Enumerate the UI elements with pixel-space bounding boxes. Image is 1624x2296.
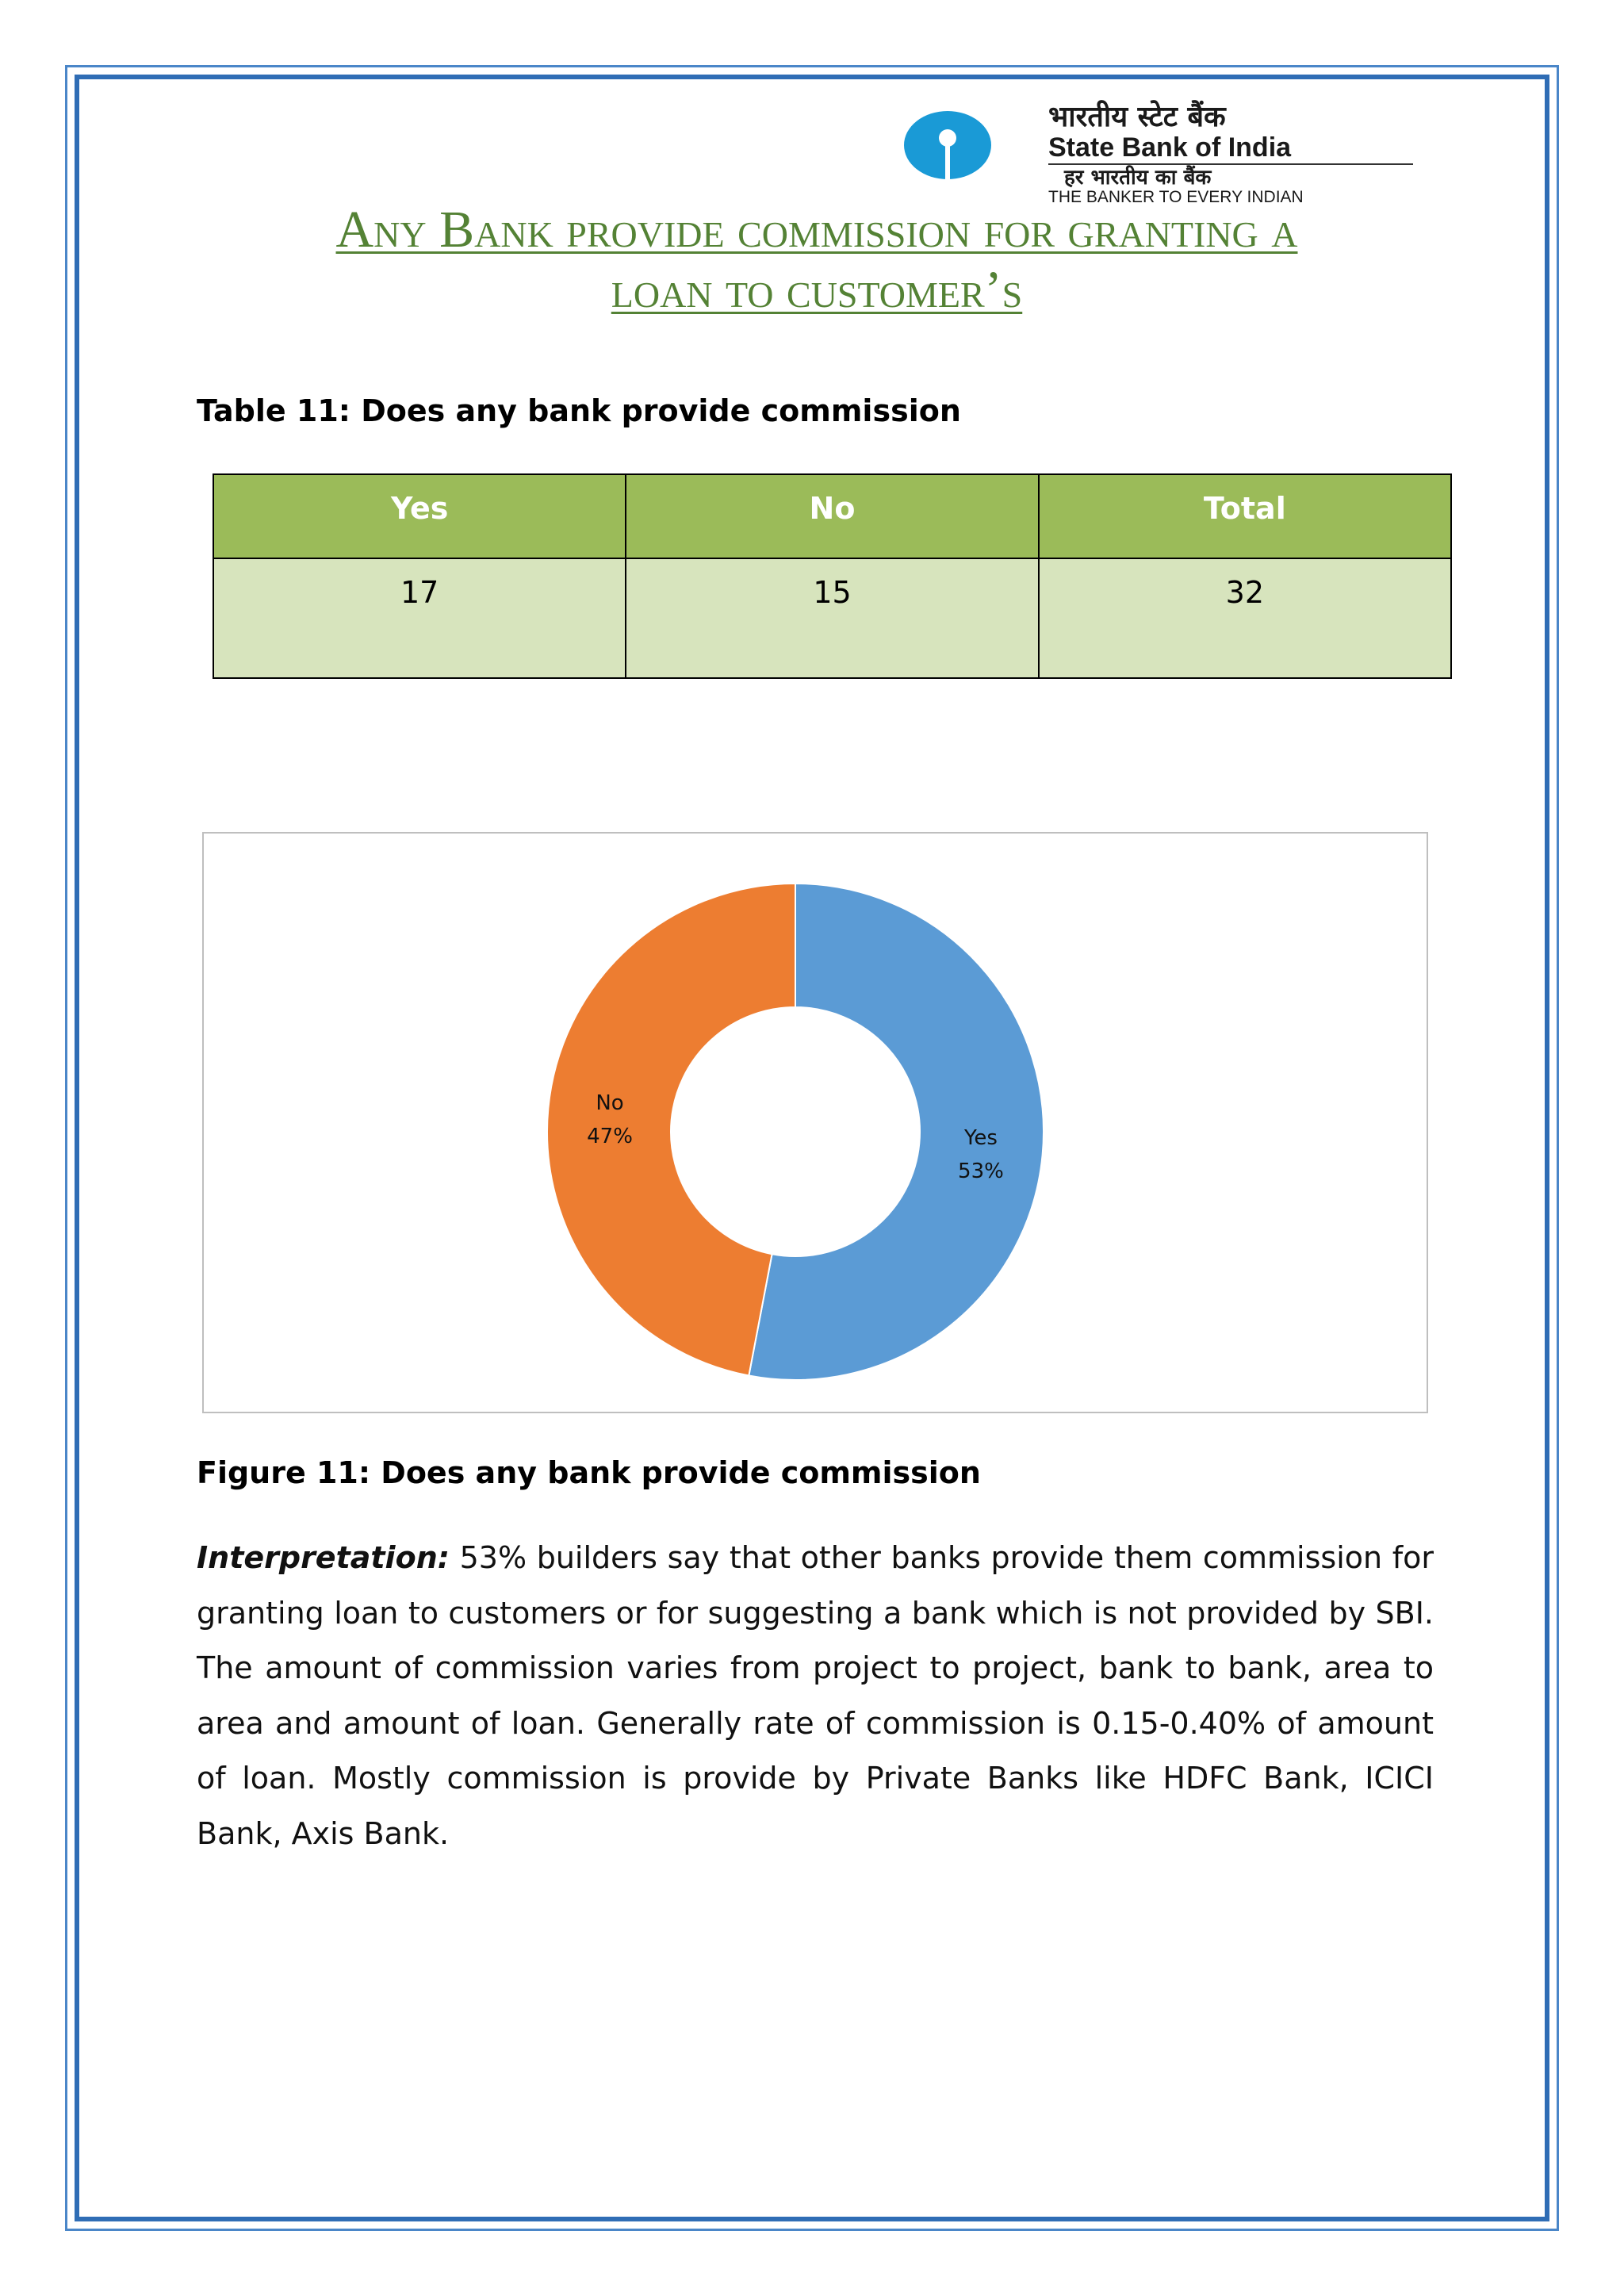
slice-percent-yes: 53%	[958, 1159, 1004, 1184]
slice-label-no: No	[596, 1091, 624, 1115]
table-cell: 32	[1039, 558, 1451, 678]
page-title	[174, 200, 1459, 320]
figure-caption: Figure 11: Does any bank provide commission	[197, 1455, 981, 1490]
table-header-cell: Yes	[213, 474, 626, 558]
logo-english-name: State Bank of India	[1048, 132, 1292, 163]
slice-percent-no: 47%	[587, 1124, 633, 1148]
logo-hindi-tagline: हर भारतीय का बैंक	[1064, 166, 1212, 190]
table-header-row	[213, 474, 1451, 558]
logo-divider	[1048, 163, 1413, 165]
logo-hindi-name: भारतीय स्टेट बैंक	[1048, 101, 1226, 133]
doughnut-slice-no	[547, 884, 795, 1375]
sbi-logo	[904, 101, 1427, 206]
table-row	[213, 558, 1451, 678]
table-cell: 15	[626, 558, 1038, 678]
page-title-line2: loan to customer’s	[611, 261, 1023, 319]
doughnut-chart	[204, 834, 1427, 1412]
table-cell: 17	[213, 558, 626, 678]
table-caption: Table 11: Does any bank provide commission	[197, 393, 961, 428]
page-title-line1: Any Bank provide commission for granting a	[335, 201, 1298, 259]
interpretation-paragraph	[197, 1531, 1434, 1861]
sbi-logo-text	[1048, 102, 1429, 206]
commission-table	[213, 473, 1452, 679]
interpretation-text: 53% builders say that other banks provide them commission for granting loan to customers or for suggesting a bank which is not provided by SBI. The amount of commission varies from project to project, bank to bank, area to area and amount of loan. Generally rate of commission is 0.15-0.40% of amount of loan. Mostly commission is provide by Private Banks like HDFC Bank, ICICI Bank, Axis Bank.	[197, 1540, 1434, 1851]
logo-tagline: THE BANKER TO EVERY INDIAN	[1048, 188, 1304, 206]
slice-label-yes: Yes	[963, 1126, 998, 1151]
table-header-cell: Total	[1039, 474, 1451, 558]
doughnut-chart-frame	[202, 832, 1428, 1413]
sbi-keyhole-icon	[904, 111, 991, 179]
table-header-cell: No	[626, 474, 1038, 558]
interpretation-lead: Interpretation:	[197, 1540, 450, 1575]
